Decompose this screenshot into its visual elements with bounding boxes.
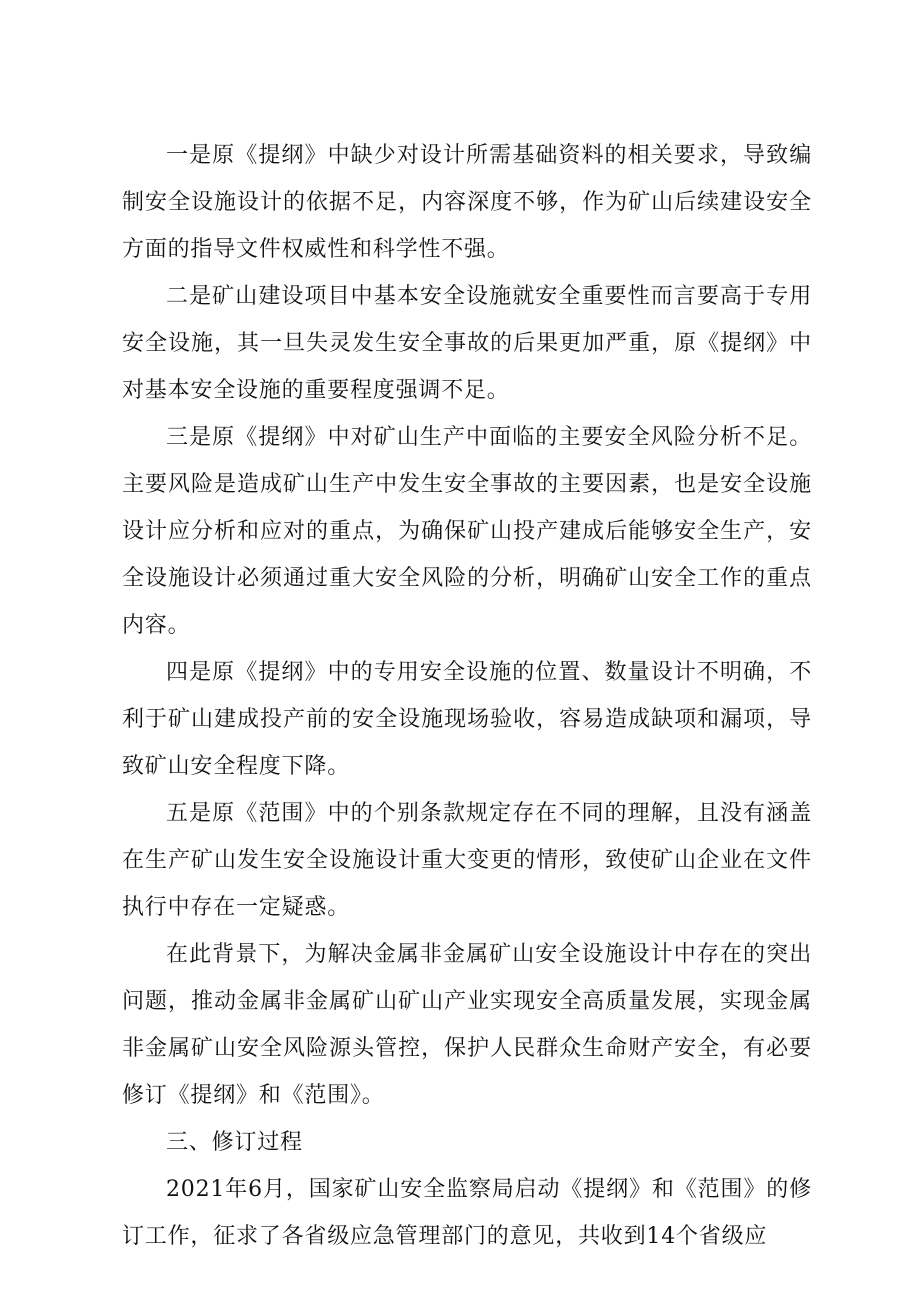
paragraph-2: 二是矿山建设项目中基本安全设施就安全重要性而言要高于专用安全设施，其一旦失灵发生安全事故的后果更加严重，原《提纲》中对基本安全设施的重要程度强调不足。 [122,284,812,403]
section-heading: 三、修订过程 [166,1130,303,1155]
paragraph-4: 四是原《提纲》中的专用安全设施的位置、数量设计不明确，不利于矿山建成投产前的安全设施现场验收，容易造成缺项和漏项，导致矿山安全程度下降。 [122,660,812,779]
paragraph-3: 三是原《提纲》中对矿山生产中面临的主要安全风险分析不足。主要风险是造成矿山生产中发生安全事故的主要因素，也是安全设施设计应分析和应对的重点，为确保矿山投产建成后能够安全生产，安全设施设计必须通过重大安全风险的分析，明确矿山安全工作的重点内容。 [122,425,812,638]
paragraph-5: 五是原《范围》中的个别条款规定存在不同的理解，且没有涵盖在生产矿山发生安全设施设计重大变更的情形，致使矿山企业在文件执行中存在一定疑惑。 [122,801,812,920]
paragraph-1: 一是原《提纲》中缺少对设计所需基础资料的相关要求，导致编制安全设施设计的依据不足，内容深度不够，作为矿山后续建设安全方面的指导文件权威性和科学性不强。 [122,143,812,262]
paragraph-6: 在此背景下，为解决金属非金属矿山安全设施设计中存在的突出问题，推动金属非金属矿山矿山产业实现安全高质量发展，实现金属非金属矿山安全风险源头管控，保护人民群众生命财产安全，有必要修订《提纲》和《范围》。 [122,942,812,1108]
document-body [122,132,812,1260]
paragraph-7: 2021年6月，国家矿山安全监察局启动《提纲》和《范围》的修订工作，征求了各省级应急管理部门的意见，共收到14个省级应 [122,1177,812,1249]
